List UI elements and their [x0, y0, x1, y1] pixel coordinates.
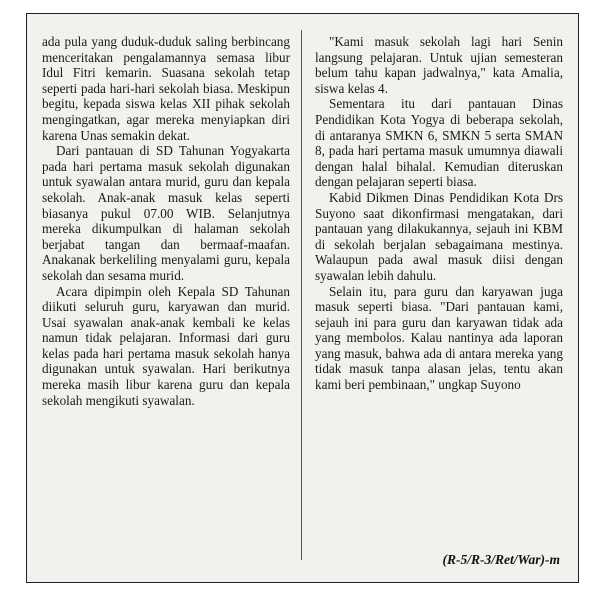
paragraph: Dari pantauan di SD Tahunan Yogyakarta pada hari pertama masuk sekolah digunakan untuk syawalan antara murid, guru dan kepala sekolah. Anak-anak masuk kelas seperti biasanya pukul 07.00 WIB. Selanjutnya mereka dikumpulkan di halaman sekolah berjabat tangan dan bermaaf-maafan. Anakanak berkeliling menyalami guru, kepala sekolah dan sesama murid.	[42, 143, 290, 283]
paragraph: Kabid Dikmen Dinas Pendidikan Kota Drs Suyono saat dikonfirmasi mengatakan, dari pantauan yang dilakukannya, sejauh ini KBM di sekolah berjalan sebagaimana mestinya. Walaupun pada awal masuk diisi dengan syawalan lebih dahulu.	[315, 189, 563, 283]
paragraph: Acara dipimpin oleh Kepala SD Tahunan diikuti seluruh guru, karyawan dan murid. Usai syawalan anak-anak kembali ke kelas namun tidak pelajaran. Informasi dari guru kelas pada hari pertama masuk sekolah hanya digunakan untuk syawalan. Hari berikutnya mereka masih libur karena guru dan kepala sekolah mengikuti syawalan.	[42, 283, 290, 408]
article-column-right	[315, 34, 563, 393]
paragraph: Sementara itu dari pantauan Dinas Pendidikan Kota Yogya di beberapa sekolah, di antaranya SMKN 6, SMKN 5 serta SMAN 8, pada hari pertama masuk umumnya diawali dengan halal bihalal. Kemudian diteruskan dengan pelajaran seperti biasa.	[315, 96, 563, 190]
author-byline: (R-5/R-3/Ret/War)-m	[442, 552, 560, 567]
newspaper-clipping	[26, 13, 579, 583]
column-divider	[301, 30, 302, 560]
paragraph: "Kami masuk sekolah lagi hari Senin langsung pelajaran. Untuk ujian semesteran belum tahu kapan jadwalnya," kata Amalia, siswa kelas 4.	[315, 34, 563, 96]
paragraph: Selain itu, para guru dan karyawan juga masuk seperti biasa. "Dari pantauan kami, sejauh ini para guru dan karyawan tidak ada yang membolos. Kalau nantinya ada laporan yang masuk, bahwa ada di antara mereka yang tidak masuk tanpa alasan jelas, tentu akan kami beri pembinaan," ungkap Suyono	[315, 283, 563, 393]
paragraph: ada pula yang duduk-duduk saling berbincang menceritakan pengalamannya semasa libur Idul Fitri kemarin. Suasana sekolah tetap seperti pada hari-hari sekolah biasa. Meskipun begitu, kepada siswa kelas XII pihak sekolah mengingatkan, agar mereka menyiapkan diri karena Unas semakin dekat.	[42, 34, 290, 143]
article-column-left	[42, 34, 290, 408]
